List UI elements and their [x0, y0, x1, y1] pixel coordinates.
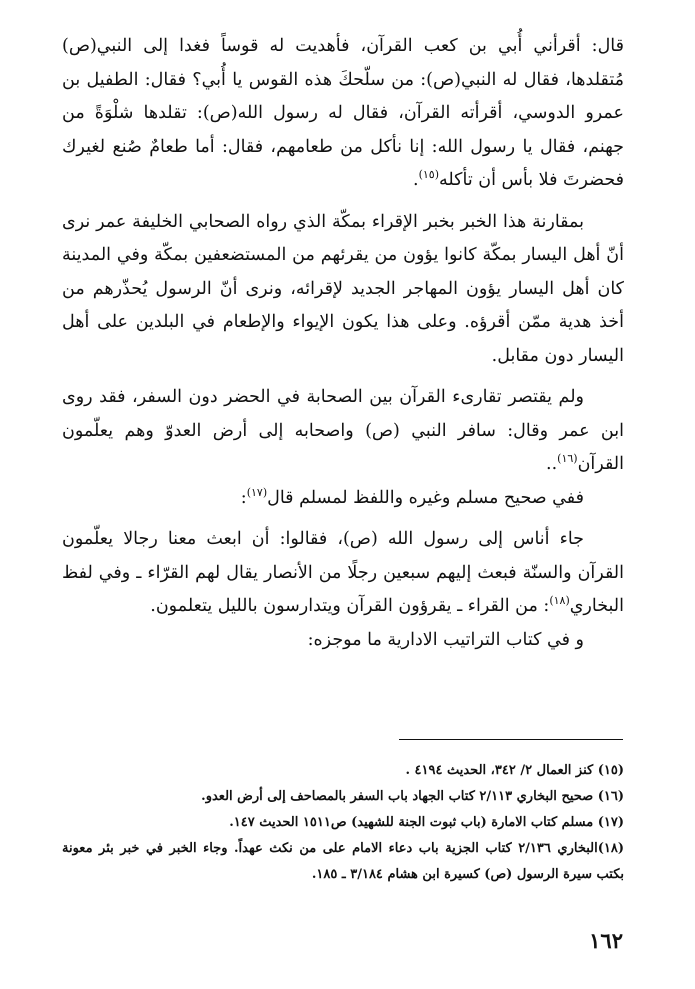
footnote-ref-16: (١٦) [557, 452, 578, 466]
footnote-16: (١٦) صحيح البخاري ٢/١١٣ كتاب الجهاد باب السفر بالمصاحف إلى أرض العدو. [201, 789, 624, 804]
paragraph-text: و في كتاب التراتيب الادارية ما موجزه: [307, 629, 584, 650]
paragraph-6 [62, 624, 624, 658]
paragraph-text: ففي صحيح مسلم وغيره واللفظ لمسلم قال [267, 487, 584, 508]
page-number: ١٦٢ [589, 928, 623, 953]
footnote-divider [399, 739, 623, 740]
footnote-ref-18: (١٨) [549, 594, 570, 608]
paragraph-2 [62, 206, 624, 374]
footnote-18: (١٨)البخاري ٢/١٣٦ كتاب الجزية باب دعاء الامام على من نكث عهداً. وجاء الخبر في خبر بئر معونة بكتب سيرة الرسول (ص) كسيرة ابن هشام ٣/١٨٤ ـ ١٨٥. [62, 841, 624, 882]
footnote-15: (١٥) كنز العمال ٢/ ٣٤٢، الحديث ٤١٩٤ . [405, 763, 624, 778]
paragraph-text: ولم يقتصر تقارىء القرآن بين الصحابة في الحضر دون السفر، فقد روى ابن عمر وقال: سافر النبي (ص) واصحابه إلى أرض العدوّ وهم يعلّمون القرآن [62, 387, 624, 474]
paragraph-1 [62, 30, 624, 198]
paragraph-text: بمقارنة هذا الخبر بخبر الإقراء بمكّة الذي رواه الصحابي الخليفة عمر نرى أنّ أهل اليسار بمكّة كانوا يؤون من يقرئهم من المستضعفين بمكّة وفي المدينة كان أهل اليسار يؤون المهاجر الجديد لإقرائه، ونرى أنّ الرسول يُحذّرهم من أخذ هدية ممّن أقرؤه. وعلى هذا يكون الإيواء والإطعام في البلدين على أهل اليسار دون مقابل. [62, 211, 624, 366]
footnote-17: (١٧) مسلم كتاب الامارة (باب ثبوت الجنة للشهيد) ص١٥١١ الحديث ١٤٧. [229, 815, 624, 830]
paragraph-text: جاء أناس إلى رسول الله (ص)، فقالوا: أن ابعث معنا رجالا يعلّمون القرآن والسنّة فبعث إليهم سبعين رجلًا من الأنصار يقال لهم القرّاء ـ وفي لفظ البخاري [62, 529, 624, 616]
paragraph-5 [62, 523, 624, 624]
footnote-ref-15: (١٥) [418, 168, 439, 182]
paragraph-text: . [412, 170, 419, 190]
paragraph-text: قال: أقرأني أُبي بن كعب القرآن، فأهديت له قوساً فغدا إلى النبي(ص) مُتقلدها، فقال له النبي(ص): من سلّحكَ هذه القوس يا أُبي؟ فقال: الطفيل بن عمرو الدوسي، أقرأته القرآن، فقال له رسول الله(ص): تقلدها شلْوَةً من جهنم، فقال يا رسول الله: إنا نأكل من طعامهم، فقال: أما طعامٌ صُنع لغيرك فحضرتَ فلا بأس أن تأكله [62, 36, 624, 190]
paragraph-text: .. [546, 454, 558, 474]
paragraph-4 [62, 482, 624, 516]
paragraph-3 [62, 381, 624, 482]
paragraph-text: : من القراء ـ يقرؤون القرآن ويتدارسون بالليل يتعلمون. [150, 596, 550, 616]
main-text [62, 30, 624, 657]
footnote-ref-17: (١٧) [246, 485, 268, 499]
paragraph-text: : [240, 487, 247, 508]
footnotes [62, 758, 624, 888]
